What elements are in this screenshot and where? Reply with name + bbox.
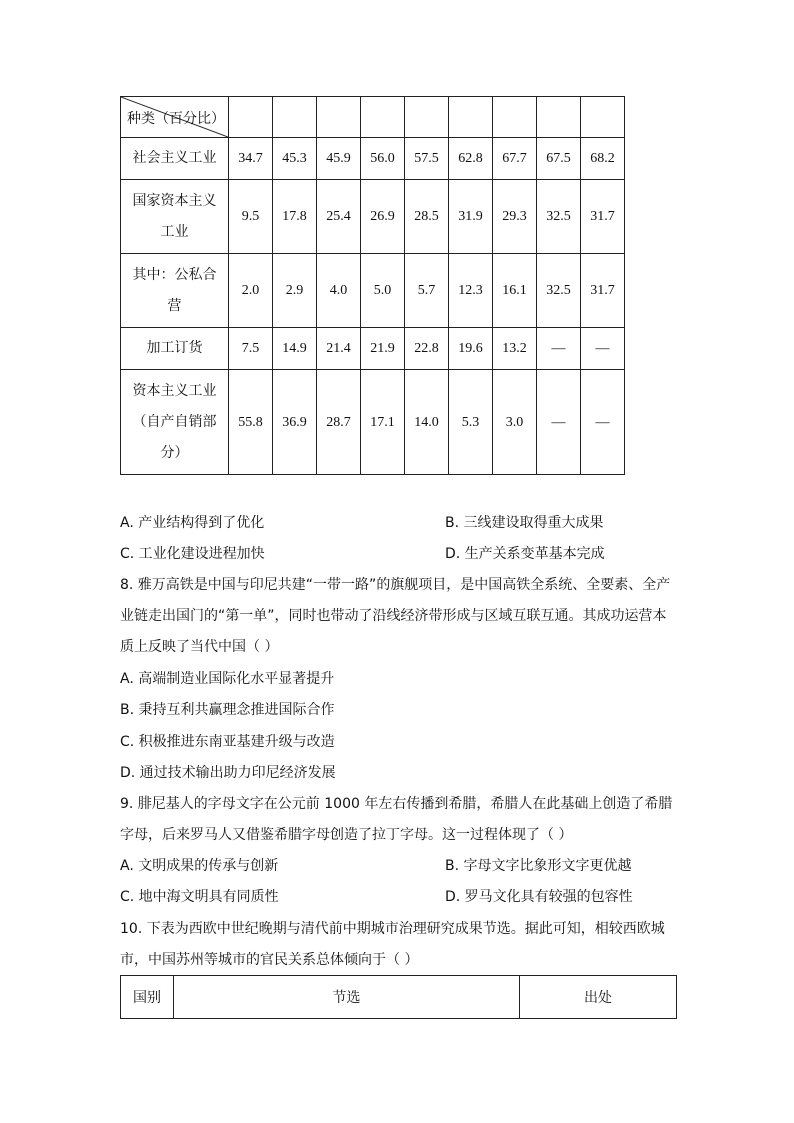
table-cell: 57.5 [405, 138, 449, 180]
table-cell: 5.0 [361, 254, 405, 328]
row-label: 国家资本主义工业 [121, 180, 229, 254]
q7-option-b: B. 三线建设取得重大成果 [445, 515, 604, 531]
table-cell: 45.3 [273, 138, 317, 180]
table-header-label: 种类（百分比） [127, 110, 225, 127]
table-row [121, 328, 625, 370]
q8-option-c: C. 积极推进东南亚基建升级与改造 [120, 734, 335, 750]
table-cell: 56.0 [361, 138, 405, 180]
table-cell: 2.0 [229, 254, 273, 328]
table-cell: 31.9 [449, 180, 493, 254]
table-cell: 45.9 [317, 138, 361, 180]
year-cell [229, 97, 273, 138]
year-cell [317, 97, 361, 138]
q9-option-d: D. 罗马文化具有较强的包容性 [445, 889, 633, 905]
q7-option-a: A. 产业结构得到了优化 [120, 515, 265, 531]
year-cell [449, 97, 493, 138]
q7-option-d: D. 生产关系变革基本完成 [445, 546, 605, 562]
q8-stem-line2: 业链走出国门的“第一单”，同时也带动了沿线经济带形成与区域互联互通。其成功运营本 [120, 608, 667, 624]
row-label: 资本主义工业（自产自销部分） [121, 370, 229, 475]
row-label: 加工订货 [121, 328, 229, 370]
table-cell: 2.9 [273, 254, 317, 328]
q9-stem-line1: 9. 腓尼基人的字母文字在公元前 1000 年左右传播到希腊，希腊人在此基础上创造了希腊 [120, 796, 673, 812]
table-cell: 55.8 [229, 370, 273, 475]
row-label: 其中：公私合营 [121, 254, 229, 328]
table-cell: 17.1 [361, 370, 405, 475]
q9-option-b: B. 字母文字比象形文字更优越 [445, 858, 632, 874]
table-cell: — [537, 328, 581, 370]
q10-stem-line1: 10. 下表为西欧中世纪晚期与清代前中期城市治理研究成果节选。据此可知，相较西欧城 [120, 921, 665, 937]
table-cell: 31.7 [581, 180, 625, 254]
year-cell [273, 97, 317, 138]
table-cell: — [581, 370, 625, 475]
table-cell: 5.7 [405, 254, 449, 328]
q8-option-a: A. 高端制造业国际化水平显著提升 [120, 671, 335, 687]
table-cell: 7.5 [229, 328, 273, 370]
table-cell: 36.9 [273, 370, 317, 475]
year-cell [493, 97, 537, 138]
table-row [121, 138, 625, 180]
table-row [121, 254, 625, 328]
year-cell [405, 97, 449, 138]
table-cell: 5.3 [449, 370, 493, 475]
q7-option-c: C. 工业化建设进程加快 [120, 546, 265, 562]
table-cell: 14.0 [405, 370, 449, 475]
table-cell: 22.8 [405, 328, 449, 370]
table-cell: 9.5 [229, 180, 273, 254]
table-cell: 28.5 [405, 180, 449, 254]
table-cell: 17.8 [273, 180, 317, 254]
q8-option-b: B. 秉持互利共赢理念推进国际合作 [120, 702, 335, 718]
row-label: 社会主义工业 [121, 138, 229, 180]
table-cell: 32.5 [537, 180, 581, 254]
table-cell: 67.5 [537, 138, 581, 180]
table-cell: 21.4 [317, 328, 361, 370]
table-cell: 16.1 [493, 254, 537, 328]
table-cell: 31.7 [581, 254, 625, 328]
statistics-table [120, 96, 625, 475]
table-row [121, 180, 625, 254]
table-cell: 29.3 [493, 180, 537, 254]
table-cell: 14.9 [273, 328, 317, 370]
year-cell [361, 97, 405, 138]
table-cell: 4.0 [317, 254, 361, 328]
table-cell: — [537, 370, 581, 475]
table-cell: 68.2 [581, 138, 625, 180]
q8-stem-line1: 8. 雅万高铁是中国与印尼共建“一带一路”的旗舰项目，是中国高铁全系统、全要素、全产 [120, 577, 671, 593]
header-country: 国别 [121, 976, 174, 1019]
table-row [121, 370, 625, 475]
table-cell: 32.5 [537, 254, 581, 328]
table-cell: — [581, 328, 625, 370]
table-cell: 12.3 [449, 254, 493, 328]
table-cell: 67.7 [493, 138, 537, 180]
q9-option-c: C. 地中海文明具有同质性 [120, 889, 279, 905]
q9-option-a: A. 文明成果的传承与创新 [120, 858, 279, 874]
table-cell: 26.9 [361, 180, 405, 254]
table-cell: 13.2 [493, 328, 537, 370]
year-cell [537, 97, 581, 138]
table-cell: 28.7 [317, 370, 361, 475]
q8-option-d: D. 通过技术输出助力印尼经济发展 [120, 765, 336, 781]
q9-stem-line2: 字母，后来罗马人又借鉴希腊字母创造了拉丁字母。这一过程体现了（ ） [120, 827, 573, 843]
table-row [121, 976, 677, 1019]
excerpt-table [120, 975, 677, 1019]
table-header-cell [121, 97, 229, 138]
table-cell: 25.4 [317, 180, 361, 254]
table-cell: 19.6 [449, 328, 493, 370]
table-cell: 62.8 [449, 138, 493, 180]
table-cell: 21.9 [361, 328, 405, 370]
header-excerpt: 节选 [174, 976, 520, 1019]
q8-stem-line3: 质上反映了当代中国（ ） [120, 639, 279, 655]
header-source: 出处 [520, 976, 677, 1019]
table-cell: 3.0 [493, 370, 537, 475]
q10-stem-line2: 市，中国苏州等城市的官民关系总体倾向于（ ） [120, 952, 419, 968]
table-cell: 34.7 [229, 138, 273, 180]
year-cell [581, 97, 625, 138]
